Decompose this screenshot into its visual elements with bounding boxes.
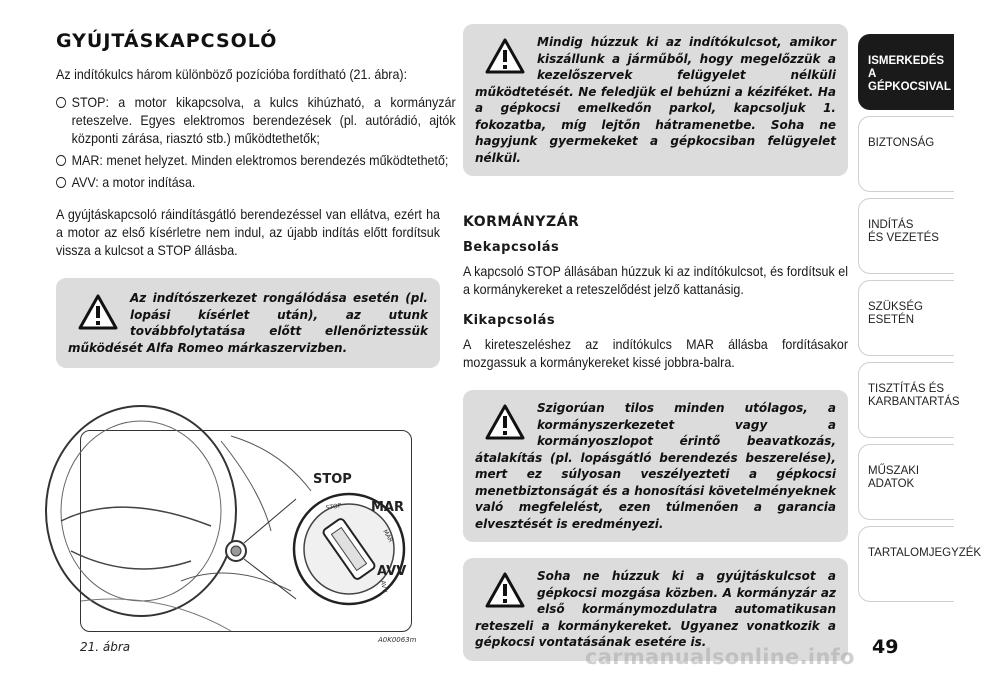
ignition-illustration: [81, 431, 411, 631]
list-item-text: AVV: a motor indítása.: [71, 175, 196, 190]
tab-ismerkedes[interactable]: ISMERKEDÉS A GÉPKOCSIVAL: [858, 34, 954, 110]
warning-triangle-icon: [485, 572, 525, 608]
svg-text:STOP: STOP: [325, 502, 343, 512]
list-item: [56, 94, 456, 148]
list-item-text: MAR: menet helyzet. Minden elektromos berendezés működtethető;: [71, 153, 449, 168]
svg-text:MAR: MAR: [381, 528, 395, 544]
tab-biztonsag[interactable]: BIZTONSÁG: [858, 116, 954, 192]
warning-box: [463, 24, 848, 176]
ignition-switch-figure: [80, 430, 412, 632]
warning-box: [56, 278, 440, 368]
lock-off-text: A kireteszeléshez az indítókulcs MAR állásba fordításakor mozgassuk a kormánykereket kissé jobbra-balra.: [463, 337, 849, 370]
warning-text: Soha ne húzzuk ki a gyújtáskulcsot a gépkocsi mozgása közben. A kormányzár az első kormánymozdulatra automatikusan reteszeli a kormánykereket. Ugyanez vonatkozik a gépkocsi vontatásának esetére is.: [475, 569, 836, 649]
watermark: carmanualsonline.info: [585, 645, 855, 669]
list-item: [56, 174, 456, 192]
tab-muszaki[interactable]: MŰSZAKI ADATOK: [858, 444, 954, 520]
warning-text: Szigorúan tilos minden utólagos, a kormányszerkezetet vagy a kormányoszlopot érintő beavatkozás, átalakítás (pl. lopásgátló berendezés beszerelése), mert ez súlyosan veszélyezteti a gépkocsi menetbiztonságát és a honosítási követelményeknek való megfelelést, ezen túlmenően a garancia elvesztését is eredményezi.: [475, 401, 836, 531]
figure-caption: 21. ábra: [80, 640, 131, 654]
tab-tisztitas[interactable]: TISZTÍTÁS ÉS KARBANTARTÁS: [858, 362, 954, 438]
figure-label-avv: AVV: [377, 564, 407, 579]
figure-code: A0K0063m: [378, 636, 417, 644]
section-heading: KORMÁNYZÁR: [463, 214, 580, 230]
page-number: 49: [872, 636, 899, 658]
circle-bullet-icon: [56, 155, 66, 166]
circle-bullet-icon: [56, 97, 66, 108]
chapter-sidebar: [858, 0, 981, 677]
svg-text:AVV: AVV: [379, 580, 388, 594]
circle-bullet-icon: [56, 177, 66, 188]
tab-szukseg[interactable]: SZÜKSÉG ESETÉN: [858, 280, 954, 356]
figure-label-mar: MAR: [371, 500, 405, 515]
subsection-heading: Kikapcsolás: [463, 313, 556, 328]
tab-tartalomjegyzek[interactable]: TARTALOMJEGYZÉK: [858, 526, 954, 602]
warning-text: Mindig húzzuk ki az indítókulcsot, amikor kiszállunk a járműből, hogy megelőzzük a kezelőszervek felügyelet nélküli működtetését. Ne feledjük el behúzni a kéziféket. Ha a gépkocsi emelkedőn parkol, kapcsoljuk 1. fokozatba, míg lejtőn hátramenetbe. Soha ne hagyjunk gyermekeket a gépkocsiban felügyelet nélkül.: [475, 35, 836, 165]
warning-triangle-icon: [78, 294, 118, 330]
left-column: [56, 24, 456, 368]
positions-list: [56, 94, 456, 192]
intro-text: Az indítókulcs három különböző pozícióba fordítható (21. ábra):: [56, 67, 408, 82]
warning-box: [463, 390, 848, 542]
tab-inditas[interactable]: INDÍTÁS ÉS VEZETÉS: [858, 198, 954, 274]
page-title: GYÚJTÁSKAPCSOLÓ: [56, 30, 278, 52]
right-column: [463, 24, 848, 661]
lock-on-text: A kapcsoló STOP állásában húzzuk ki az indítókulcsot, és fordítsuk el a kormánykereket a reteszelődést jelző kattanásig.: [463, 264, 849, 297]
immobilizer-text: A gyújtáskapcsoló ráindításgátló berendezéssel van ellátva, ezért ha a motor az első kísérletre nem indul, az újabb indítás előtt fordítsuk vissza a kulcsot a STOP állásba.: [56, 207, 441, 258]
warning-triangle-icon: [485, 404, 525, 440]
figure-label-stop: STOP: [313, 472, 352, 487]
subsection-heading: Bekapcsolás: [463, 240, 560, 255]
warning-text: Az indítószerkezet rongálódása esetén (pl. lopási kísérlet után), az utunk továbbfolytatása előtt ellenőriztessük működését Alfa Romeo márkaszervizben.: [68, 291, 428, 355]
warning-triangle-icon: [485, 38, 525, 74]
list-item: [56, 152, 456, 170]
list-item-text: STOP: a motor kikapcsolva, a kulcs kihúzható, a kormányzár reteszelve. Egyes elektromos berendezések (pl. autórádió, ajtók központi zárása, riasztó stb.) működtethetők;: [71, 95, 456, 146]
